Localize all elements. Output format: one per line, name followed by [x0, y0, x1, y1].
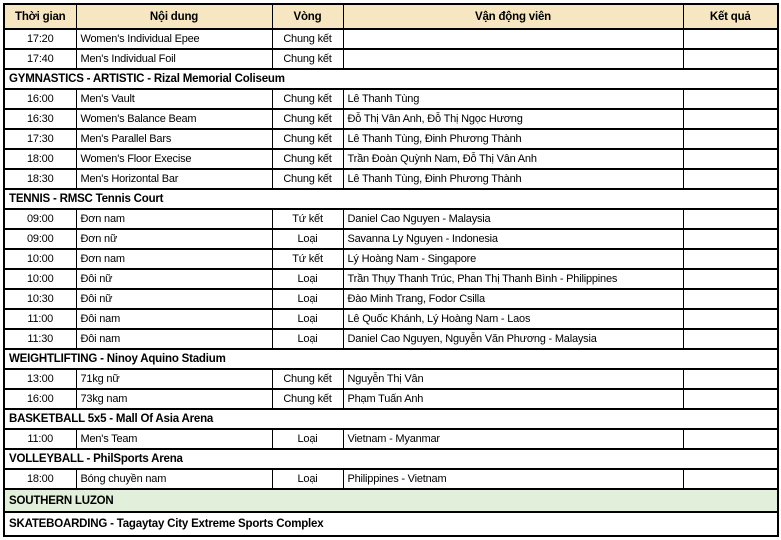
- cell-time: 17:30: [4, 129, 76, 149]
- cell-time: 09:00: [4, 229, 76, 249]
- cell-result: [683, 89, 778, 109]
- cell-content: Đôi nữ: [76, 289, 272, 309]
- event-row: [4, 329, 778, 349]
- event-row: [4, 149, 778, 169]
- cell-content: Đơn nam: [76, 209, 272, 229]
- cell-time: 11:00: [4, 309, 76, 329]
- section-row: [4, 69, 778, 89]
- cell-result: [683, 329, 778, 349]
- event-row: [4, 369, 778, 389]
- cell-result: [683, 369, 778, 389]
- schedule-table-body: [4, 29, 778, 536]
- event-row: [4, 429, 778, 449]
- cell-athletes: Daniel Cao Nguyen, Nguyễn Văn Phương - Malaysia: [343, 329, 683, 349]
- cell-content: Men's Team: [76, 429, 272, 449]
- cell-content: Đơn nữ: [76, 229, 272, 249]
- event-row: [4, 49, 778, 69]
- section-row: [4, 189, 778, 209]
- cell-time: 16:30: [4, 109, 76, 129]
- cell-result: [683, 309, 778, 329]
- cell-round: Loại: [272, 429, 343, 449]
- cell-round: Tứ kết: [272, 249, 343, 269]
- cell-content: Men's Individual Foil: [76, 49, 272, 69]
- cell-result: [683, 249, 778, 269]
- cell-athletes: Lê Quốc Khánh, Lý Hoàng Nam - Laos: [343, 309, 683, 329]
- cell-result: [683, 389, 778, 409]
- cell-athletes: Phạm Tuấn Anh: [343, 389, 683, 409]
- section-row: [4, 449, 778, 469]
- section-label: GYMNASTICS - ARTISTIC - Rizal Memorial Coliseum: [4, 69, 778, 89]
- event-row: [4, 249, 778, 269]
- cell-result: [683, 229, 778, 249]
- cell-round: Chung kết: [272, 89, 343, 109]
- cell-content: Men's Parallel Bars: [76, 129, 272, 149]
- cell-round: Chung kết: [272, 109, 343, 129]
- cell-time: 16:00: [4, 389, 76, 409]
- event-row: [4, 229, 778, 249]
- section-label: SKATEBOARDING - Tagaytay City Extreme Sports Complex: [4, 512, 778, 536]
- cell-content: 71kg nữ: [76, 369, 272, 389]
- cell-round: Chung kết: [272, 369, 343, 389]
- cell-athletes: Savanna Ly Nguyen - Indonesia: [343, 229, 683, 249]
- cell-time: 09:00: [4, 209, 76, 229]
- cell-round: Loại: [272, 289, 343, 309]
- cell-time: 13:00: [4, 369, 76, 389]
- cell-athletes: Lê Thanh Tùng, Đinh Phương Thành: [343, 129, 683, 149]
- cell-content: 73kg nam: [76, 389, 272, 409]
- section-label: BASKETBALL 5x5 - Mall Of Asia Arena: [4, 409, 778, 429]
- cell-time: 11:30: [4, 329, 76, 349]
- section-label: WEIGHTLIFTING - Ninoy Aquino Stadium: [4, 349, 778, 369]
- cell-content: Men's Vault: [76, 89, 272, 109]
- event-row: [4, 169, 778, 189]
- cell-athletes: Philippines - Vietnam: [343, 469, 683, 489]
- cell-result: [683, 129, 778, 149]
- cell-round: Tứ kết: [272, 209, 343, 229]
- event-row: [4, 209, 778, 229]
- cell-content: Đơn nam: [76, 249, 272, 269]
- header-content: Nội dung: [76, 4, 272, 29]
- cell-athletes: Đào Minh Trang, Fodor Csilla: [343, 289, 683, 309]
- cell-athletes: Nguyễn Thị Vân: [343, 369, 683, 389]
- cell-round: Chung kết: [272, 149, 343, 169]
- header-time: Thời gian: [4, 4, 76, 29]
- cell-content: Bóng chuyền nam: [76, 469, 272, 489]
- cell-athletes: [343, 29, 683, 49]
- cell-athletes: [343, 49, 683, 69]
- cell-time: 10:30: [4, 289, 76, 309]
- cell-athletes: Đỗ Thị Vân Anh, Đỗ Thị Ngọc Hương: [343, 109, 683, 129]
- section-row: [4, 409, 778, 429]
- cell-round: Loại: [272, 309, 343, 329]
- cell-content: Women's Balance Beam: [76, 109, 272, 129]
- region-row: [4, 489, 778, 512]
- event-row: [4, 89, 778, 109]
- cell-time: 17:40: [4, 49, 76, 69]
- header-row: [4, 4, 778, 29]
- cell-content: Đôi nam: [76, 329, 272, 349]
- section-label: TENNIS - RMSC Tennis Court: [4, 189, 778, 209]
- cell-athletes: Lê Thanh Tùng, Đinh Phương Thành: [343, 169, 683, 189]
- cell-result: [683, 469, 778, 489]
- event-row: [4, 29, 778, 49]
- cell-round: Chung kết: [272, 169, 343, 189]
- cell-result: [683, 109, 778, 129]
- cell-time: 18:00: [4, 469, 76, 489]
- event-row: [4, 109, 778, 129]
- event-row: [4, 269, 778, 289]
- cell-time: 17:20: [4, 29, 76, 49]
- cell-athletes: Vietnam - Myanmar: [343, 429, 683, 449]
- schedule-table: [3, 3, 779, 537]
- cell-content: Đôi nam: [76, 309, 272, 329]
- cell-time: 18:00: [4, 149, 76, 169]
- cell-time: 10:00: [4, 269, 76, 289]
- section-row: [4, 349, 778, 369]
- event-row: [4, 289, 778, 309]
- cell-round: Loại: [272, 469, 343, 489]
- cell-round: Loại: [272, 229, 343, 249]
- cell-result: [683, 149, 778, 169]
- cell-athletes: Trần Đoàn Quỳnh Nam, Đỗ Thị Vân Anh: [343, 149, 683, 169]
- cell-athletes: Lý Hoàng Nam - Singapore: [343, 249, 683, 269]
- cell-time: 11:00: [4, 429, 76, 449]
- cell-athletes: Trần Thụy Thanh Trúc, Phan Thị Thanh Bình - Philippines: [343, 269, 683, 289]
- event-row: [4, 309, 778, 329]
- cell-result: [683, 429, 778, 449]
- cell-content: Đôi nữ: [76, 269, 272, 289]
- cell-result: [683, 209, 778, 229]
- region-label: SOUTHERN LUZON: [4, 489, 778, 512]
- section-row: [4, 512, 778, 536]
- event-row: [4, 129, 778, 149]
- cell-round: Loại: [272, 329, 343, 349]
- cell-result: [683, 29, 778, 49]
- event-row: [4, 389, 778, 409]
- cell-content: Women's Individual Epee: [76, 29, 272, 49]
- section-label: VOLLEYBALL - PhilSports Arena: [4, 449, 778, 469]
- header-round: Vòng: [272, 4, 343, 29]
- cell-athletes: Daniel Cao Nguyen - Malaysia: [343, 209, 683, 229]
- cell-round: Chung kết: [272, 129, 343, 149]
- event-row: [4, 469, 778, 489]
- cell-result: [683, 289, 778, 309]
- cell-result: [683, 169, 778, 189]
- cell-round: Chung kết: [272, 389, 343, 409]
- cell-content: Men's Horizontal Bar: [76, 169, 272, 189]
- cell-round: Loại: [272, 269, 343, 289]
- cell-round: Chung kết: [272, 49, 343, 69]
- cell-athletes: Lê Thanh Tùng: [343, 89, 683, 109]
- header-athletes: Vận động viên: [343, 4, 683, 29]
- cell-time: 10:00: [4, 249, 76, 269]
- cell-time: 16:00: [4, 89, 76, 109]
- cell-result: [683, 49, 778, 69]
- cell-result: [683, 269, 778, 289]
- header-result: Kết quả: [683, 4, 778, 29]
- cell-content: Women's Floor Execise: [76, 149, 272, 169]
- cell-time: 18:30: [4, 169, 76, 189]
- cell-round: Chung kết: [272, 29, 343, 49]
